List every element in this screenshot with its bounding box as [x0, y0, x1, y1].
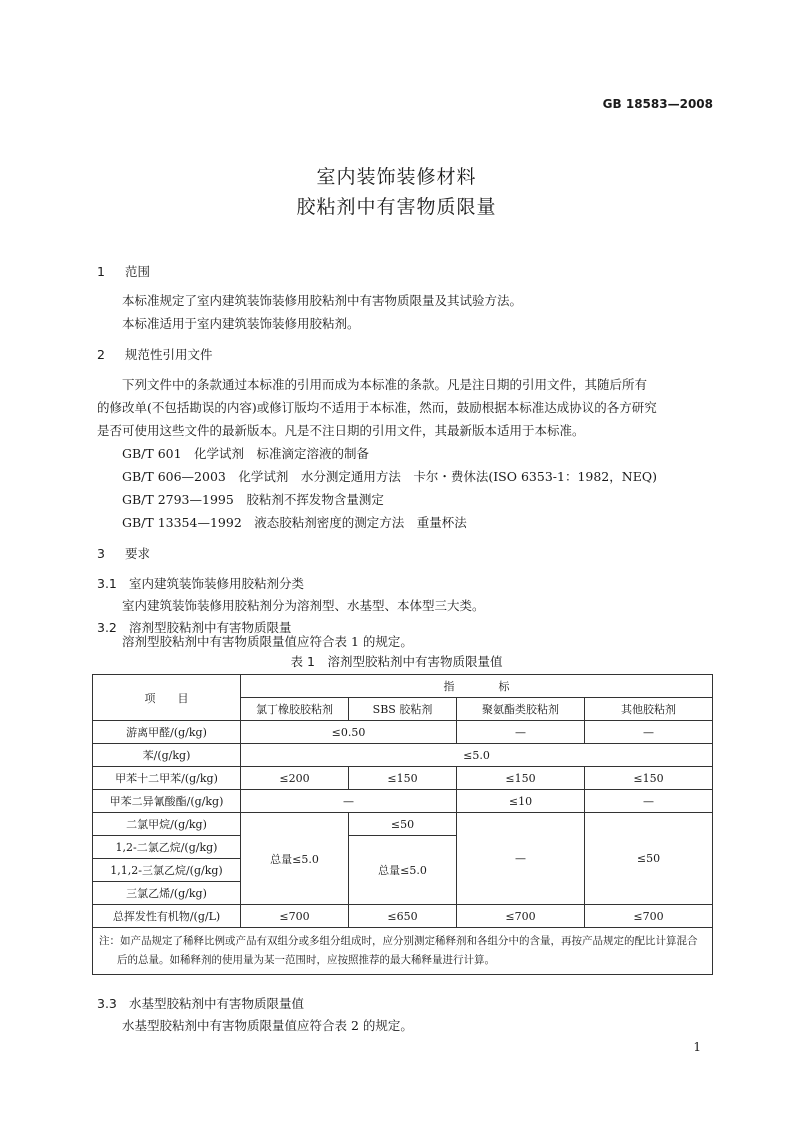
- paragraph-line: 下列文件中的条款通过本标准的引用而成为本标准的条款。凡是注日期的引用文件，其随后所有: [122, 377, 648, 392]
- column-header: 其他胶粘剂: [585, 698, 713, 721]
- page-number: 1: [693, 1040, 701, 1054]
- row-label: 游离甲醛/(g/kg): [93, 721, 241, 744]
- paragraph: 室内建筑装饰装修用胶粘剂分为溶剂型、水基型、本体型三大类。: [122, 598, 485, 613]
- paragraph: 本标准适用于室内建筑装饰装修用胶粘剂。: [122, 316, 360, 331]
- column-header: 聚氨酯类胶粘剂: [457, 698, 585, 721]
- table-cell: ≤650: [349, 905, 457, 928]
- row-label: 二氯甲烷/(g/kg): [93, 813, 241, 836]
- section-number: 1: [97, 264, 105, 279]
- table-row: [93, 905, 713, 928]
- row-label: 甲苯二异氰酸酯/(g/kg): [93, 790, 241, 813]
- paragraph: [122, 632, 413, 650]
- row-label: 三氯乙烯/(g/kg): [93, 882, 241, 905]
- table-1: [92, 674, 713, 975]
- section-title: 范围: [125, 264, 151, 279]
- table-cell: ≤700: [241, 905, 349, 928]
- table-row: [93, 767, 713, 790]
- paragraph-text: 溶剂型胶粘剂中有害物质限量值应符合表 1 的规定。: [122, 634, 413, 649]
- table-header-row: [93, 675, 713, 698]
- table-row: [93, 813, 713, 836]
- row-label: 1,1,2-三氯乙烷/(g/kg): [93, 859, 241, 882]
- section-title: 规范性引用文件: [125, 347, 213, 362]
- table-cell: ≤50: [585, 813, 713, 905]
- table-cell: —: [457, 813, 585, 905]
- section-number: 2: [97, 347, 105, 362]
- table-row: [93, 721, 713, 744]
- standard-number: GB 18583—2008: [602, 97, 713, 111]
- reference-item: GB/T 13354—1992 液态胶粘剂密度的测定方法 重量杯法: [122, 515, 467, 530]
- table-cell: 总量≤5.0: [349, 836, 457, 905]
- table-cell: ≤700: [457, 905, 585, 928]
- table-cell: ≤0.50: [241, 721, 457, 744]
- table-row: [93, 744, 713, 767]
- subsection-title: 水基型胶粘剂中有害物质限量值: [129, 996, 305, 1011]
- subsection-3-1-heading: [97, 574, 304, 592]
- table-cell: —: [585, 790, 713, 813]
- section-number: 3: [97, 546, 105, 561]
- table-cell: —: [457, 721, 585, 744]
- subsection-title: 溶剂型胶粘剂中有害物质限量: [129, 620, 292, 635]
- reference-item: GB/T 601 化学试剂 标准滴定溶液的制备: [122, 446, 370, 461]
- paragraph: 水基型胶粘剂中有害物质限量值应符合表 2 的规定。: [122, 1018, 413, 1033]
- table-cell: ≤5.0: [241, 744, 713, 767]
- table-cell: ≤150: [349, 767, 457, 790]
- paragraph-line: 是否可使用这些文件的最新版本。凡是不注日期的引用文件，其最新版本适用于本标准。: [97, 423, 585, 438]
- column-header: 氯丁橡胶胶粘剂: [241, 698, 349, 721]
- table-1-caption: 表 1 溶剂型胶粘剂中有害物质限量值: [290, 654, 503, 669]
- row-label: 1,2-二氯乙烷/(g/kg): [93, 836, 241, 859]
- subsection-number: 3.1: [97, 576, 117, 591]
- table-cell: —: [241, 790, 457, 813]
- reference-item: GB/T 2793—1995 胶粘剂不挥发物含量测定: [122, 492, 384, 507]
- document-title-line2: 胶粘剂中有害物质限量: [296, 196, 497, 218]
- subsection-title: 室内建筑装饰装修用胶粘剂分类: [129, 576, 305, 591]
- section-3-heading: [97, 544, 150, 562]
- section-2-heading: [97, 345, 213, 363]
- table-row: [93, 790, 713, 813]
- row-label: 总挥发性有机物/(g/L): [93, 905, 241, 928]
- column-header: SBS 胶粘剂: [349, 698, 457, 721]
- section-title: 要求: [125, 546, 151, 561]
- table-cell: ≤150: [457, 767, 585, 790]
- table-cell: 总量≤5.0: [241, 813, 349, 905]
- table-cell: —: [585, 721, 713, 744]
- row-label: 甲苯十二甲苯/(g/kg): [93, 767, 241, 790]
- table-cell: ≤200: [241, 767, 349, 790]
- subsection-3-3-heading: [97, 994, 304, 1012]
- row-label: 苯/(g/kg): [93, 744, 241, 767]
- table-cell: ≤700: [585, 905, 713, 928]
- paragraph: 本标准规定了室内建筑装饰装修用胶粘剂中有害物质限量及其试验方法。: [122, 293, 523, 308]
- subsection-number: 3.3: [97, 996, 117, 1011]
- table-note-row: [93, 928, 713, 975]
- reference-item: GB/T 606—2003 化学试剂 水分测定通用方法 卡尔・费休法(ISO 6353-1：1982，NEQ): [122, 469, 657, 484]
- header-item: 项 目: [93, 675, 241, 721]
- section-1-heading: [97, 262, 150, 280]
- header-indicator: 指 标: [241, 675, 713, 698]
- table-cell: ≤150: [585, 767, 713, 790]
- table-cell: ≤10: [457, 790, 585, 813]
- paragraph-line: 的修改单(不包括勘误的内容)或修订版均不适用于本标准，然而，鼓励根据本标准达成协议的各方研究: [97, 400, 657, 415]
- document-title-line1: 室内装饰装修材料: [316, 166, 477, 188]
- table-note: 注：如产品规定了稀释比例或产品有双组分或多组分组成时，应分别测定稀释剂和各组分中的含量，再按产品规定的配比计算混合后的总量。如稀释剂的使用量为某一范围时，应按照推荐的最大稀释量进行计算。: [93, 928, 713, 975]
- table-cell: ≤50: [349, 813, 457, 836]
- subsection-number: 3.2: [97, 620, 117, 635]
